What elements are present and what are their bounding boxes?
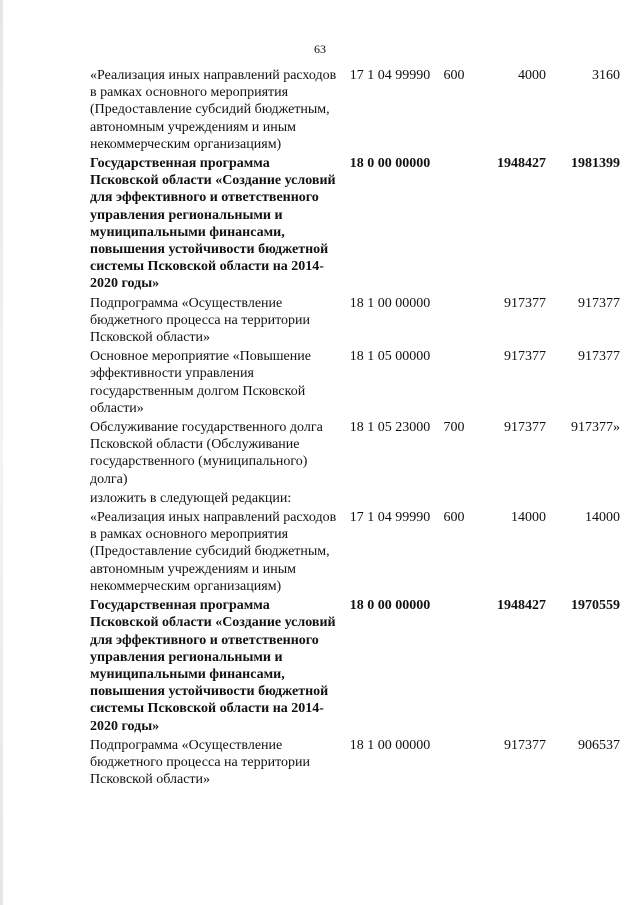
row-sum-2: 1970559 <box>571 598 620 614</box>
scan-edge <box>0 0 3 905</box>
row-sum-2: 906537 <box>578 737 620 753</box>
row-sum-2: 3160 <box>592 68 620 83</box>
row-name: Обслуживание государственного долга Псковской области (Обслуживание государственного (муниципального) долга) <box>90 420 323 487</box>
row-name: Подпрограмма «Осуществление бюджетного процесса на территории Псковской области» <box>90 295 311 346</box>
row-vr: 700 <box>443 420 465 436</box>
page-number: 63 <box>314 42 326 56</box>
table-row <box>90 597 620 735</box>
row-sum-1: 917377 <box>504 420 546 436</box>
row-sum-1: 1948427 <box>497 156 546 172</box>
row-name: Государственная программа Псковской области «Создание условий для эффективного и ответственного управления региональными и муниципальными финансами, повышения устойчивости бюджетной системы Псковской области на 2014-2020 годы» <box>90 156 336 292</box>
row-sum-1: 917377 <box>504 295 546 311</box>
row-sum-2: 917377» <box>571 420 620 436</box>
block-before <box>90 67 620 488</box>
row-name: Государственная программа Псковской области «Создание условий для эффективного и ответственного управления региональными и муниципальными финансами, повышения устойчивости бюджетной системы Псковской области на 2014-2020 годы» <box>90 598 336 734</box>
row-vr: 600 <box>443 68 465 83</box>
table-row <box>90 419 620 488</box>
budget-table <box>90 67 620 790</box>
row-code: 18 1 00 00000 <box>349 737 431 753</box>
row-sum-2: 14000 <box>585 510 620 526</box>
row-code: 18 0 00 00000 <box>349 156 431 172</box>
instruction-text: изложить в следующей редакции: <box>90 490 292 506</box>
row-sum-2: 917377 <box>578 295 620 311</box>
row-vr: 600 <box>443 510 465 526</box>
row-sum-1: 917377 <box>504 349 546 365</box>
row-name: «Реализация иных направлений расходов в рамках основного мероприятия (Предоставление субсидий бюджетным, автономным учреждениям и иным некоммерческим организациям) <box>90 68 337 152</box>
table-row <box>90 348 620 417</box>
table-row <box>90 67 620 153</box>
row-sum-2: 917377 <box>578 349 620 365</box>
row-sum-1: 14000 <box>511 510 546 526</box>
row-code: 18 0 00 00000 <box>349 598 431 614</box>
table-row <box>90 295 620 347</box>
row-name: «Реализация иных направлений расходов в рамках основного мероприятия (Предоставление субсидий бюджетным, автономным учреждениям и иным некоммерческим организациям) <box>90 510 337 594</box>
table-row <box>90 509 620 595</box>
table-row <box>90 155 620 293</box>
row-code: 18 1 05 00000 <box>349 349 431 365</box>
block-after <box>90 509 620 788</box>
row-code: 17 1 04 99990 <box>349 510 431 526</box>
row-code: 18 1 05 23000 <box>349 420 431 436</box>
row-sum-2: 1981399 <box>571 156 620 172</box>
table-row <box>90 737 620 789</box>
row-sum-1: 917377 <box>504 737 546 753</box>
row-sum-1: 1948427 <box>497 598 546 614</box>
row-name: Основное мероприятие «Повышение эффективности управления государственным долгом Псковской области» <box>90 349 311 416</box>
row-sum-1: 4000 <box>518 68 546 83</box>
row-name: Подпрограмма «Осуществление бюджетного процесса на территории Псковской области» <box>90 737 311 788</box>
row-code: 17 1 04 99990 <box>349 68 431 83</box>
row-code: 18 1 00 00000 <box>349 295 431 311</box>
